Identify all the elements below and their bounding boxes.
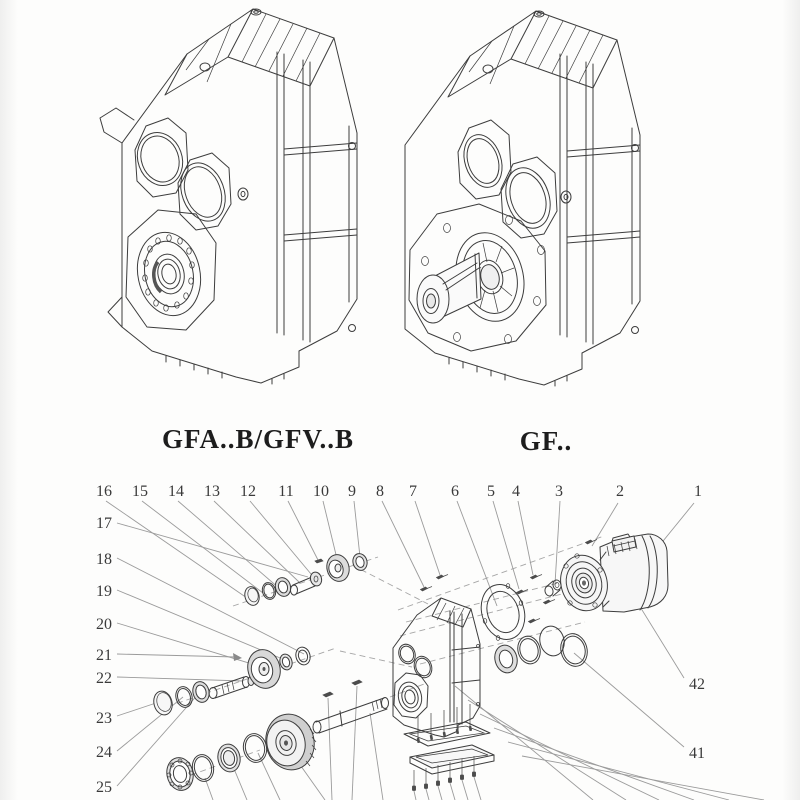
gearbox-left-drawing (100, 9, 357, 384)
callout-22: 22 (96, 670, 112, 687)
callout-3: 3 (555, 483, 563, 500)
callout-14: 14 (168, 483, 184, 500)
callout-24: 24 (96, 744, 112, 761)
intermediate-shaft-assembly (151, 645, 312, 716)
callout-25: 25 (96, 779, 112, 796)
key-1 (323, 692, 333, 697)
side-ribs (560, 54, 640, 344)
roof-grooves (186, 14, 320, 82)
callout-42: 42 (689, 676, 705, 693)
callout-numbers (96, 483, 705, 796)
callout-10: 10 (313, 483, 329, 500)
callout-23: 23 (96, 710, 112, 727)
callout-15: 15 (132, 483, 148, 500)
feet-ticks (449, 358, 567, 386)
input-bores (458, 120, 558, 238)
gearbox-right-drawing (405, 11, 640, 386)
callout-20: 20 (96, 616, 112, 633)
callout-16: 16 (96, 483, 112, 500)
exploded-housing (393, 598, 480, 737)
gasket-and-pan (404, 704, 494, 800)
flange-adapter (474, 579, 531, 645)
callout-2: 2 (616, 483, 624, 500)
callout-12: 12 (240, 483, 256, 500)
exploded-view (96, 483, 764, 800)
exploded-motor (555, 534, 668, 616)
roof-grooves (469, 16, 603, 84)
key-small (315, 559, 323, 563)
callout-21: 21 (96, 647, 112, 664)
callout-4: 4 (512, 483, 520, 500)
callout-6: 6 (451, 483, 459, 500)
callout-18: 18 (96, 551, 112, 568)
input-bores (130, 118, 233, 230)
callout-9: 9 (348, 483, 356, 500)
callout-11: 11 (278, 483, 294, 500)
model-label-left: GFA..B/GFV..B (161, 424, 355, 454)
input-shaft-assembly (243, 552, 369, 607)
callout-1: 1 (694, 483, 702, 500)
callout-8: 8 (376, 483, 384, 500)
callout-7: 7 (409, 483, 417, 500)
housing-outline (405, 11, 640, 385)
key-2 (352, 680, 362, 685)
model-label-right: GF.. (519, 426, 573, 456)
top-lug (100, 108, 134, 143)
gasket-bolt-heads (417, 726, 472, 743)
side-ribs (277, 52, 357, 342)
feet-ticks (166, 356, 284, 384)
callout-19: 19 (96, 583, 112, 600)
output-bearing-boss (126, 210, 216, 330)
callout-41: 41 (689, 745, 705, 762)
output-shaft (417, 253, 481, 323)
callout-13: 13 (204, 483, 220, 500)
callout-5: 5 (487, 483, 495, 500)
output-side-rings (492, 623, 591, 675)
callout-17: 17 (96, 515, 112, 532)
